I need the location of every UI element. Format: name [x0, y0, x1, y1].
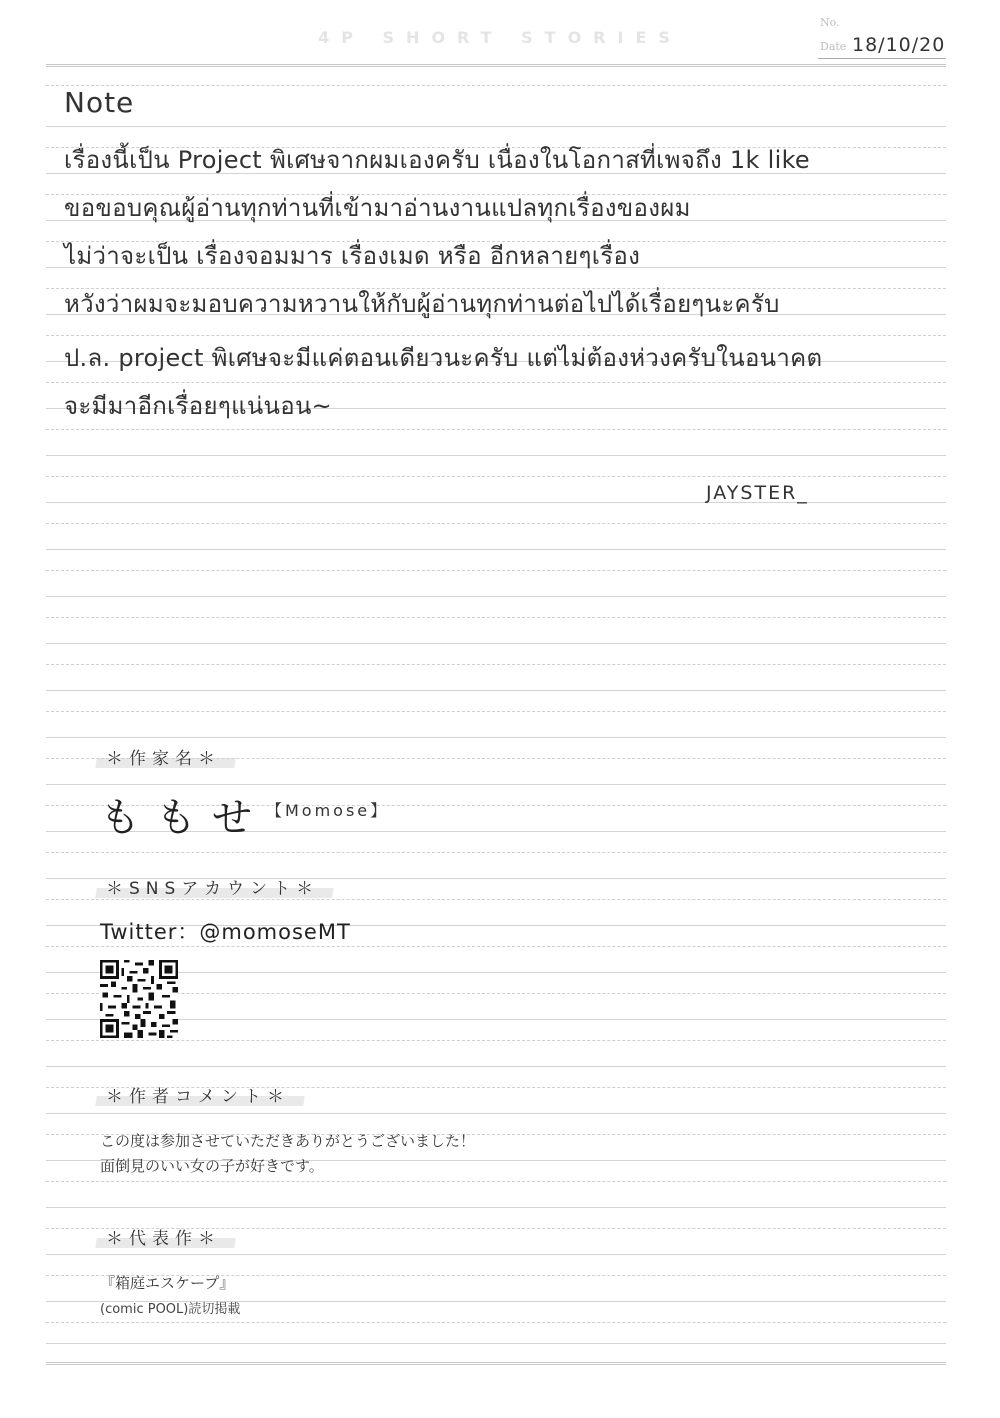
date-value: 18/10/20: [852, 34, 946, 56]
ruled-line: [46, 549, 946, 550]
ruled-line: [46, 476, 946, 477]
ruled-line: [46, 1207, 946, 1208]
author-label: ＊作家名＊: [100, 742, 227, 771]
ruled-line: [46, 784, 946, 785]
ruled-line: [46, 502, 946, 503]
ruled-line: [46, 570, 946, 571]
comment-line: この度は参加させていただきありがとうございました！: [100, 1132, 476, 1150]
author-romaji: 【Momose】: [266, 801, 390, 820]
sns-label: ＊SNSアカウント＊: [100, 872, 325, 901]
header-title: 4P SHORT STORIES: [318, 28, 682, 47]
ruled-line: [46, 972, 946, 973]
ruled-line: [46, 737, 946, 738]
works-label: ＊代表作＊: [100, 1222, 227, 1251]
ruled-line: [46, 1343, 946, 1344]
ruled-line: [46, 1181, 946, 1182]
note-line: ป.ล. project พิเศษจะมีแค่ตอนเดียวนะครับ แต่ไม่ต้องห่วงครับในอนาคต: [64, 344, 823, 372]
date-label: Date: [820, 40, 847, 53]
ruled-line: [46, 1254, 946, 1255]
work-note: (comic POOL)読切掲載: [100, 1302, 241, 1317]
comment-line: 面倒見のいい女の子が好きです。: [100, 1157, 324, 1175]
ruled-line: [46, 335, 946, 336]
ruled-line: [46, 126, 946, 127]
date-underline: [818, 58, 946, 59]
ruled-line: [46, 664, 946, 665]
qr-code-icon[interactable]: [100, 960, 178, 1038]
note-line: จะมีมาอีกเรื่อยๆแน่นอน~: [64, 392, 333, 420]
note-line: เรื่องนี้เป็น Project พิเศษจากผมเองครับ เนื่องในโอกาสที่เพจถึง 1k like: [64, 146, 810, 174]
ruled-line: [46, 711, 946, 712]
ruled-line: [46, 1040, 946, 1041]
comment-label: ＊作者コメント＊: [100, 1080, 296, 1109]
ruled-line: [46, 523, 946, 524]
note-line: หวังว่าผมจะมอบความหวานให้กับผู้อ่านทุกท่านต่อไปได้เรื่อยๆนะครับ: [64, 290, 780, 318]
ruled-line: [46, 455, 946, 456]
work-title: 『箱庭エスケープ』: [100, 1274, 235, 1292]
ruled-line: [46, 643, 946, 644]
ruled-line: [46, 429, 946, 430]
ruled-line: [46, 1362, 946, 1365]
author-name: ももせ: [100, 795, 268, 841]
ruled-line: [46, 993, 946, 994]
note-line: ขอขอบคุณผู้อ่านทุกท่านที่เข้ามาอ่านงานแปลทุกเรื่องของผม: [64, 194, 691, 222]
ruled-line: [46, 1322, 946, 1323]
ruled-line: [46, 382, 946, 383]
no-label: No.: [820, 16, 840, 29]
note-line: ไม่ว่าจะเป็น เรื่องจอมมาร เรื่องเมด หรือ อีกหลายๆเรื่อง: [64, 242, 641, 270]
ruled-line: [46, 617, 946, 618]
ruled-line: [46, 85, 946, 86]
note-title: Note: [64, 86, 135, 119]
ruled-line: [46, 690, 946, 691]
ruled-line: [46, 1113, 946, 1114]
twitter-handle[interactable]: Twitter：@momoseMT: [100, 920, 351, 944]
ruled-line: [46, 1019, 946, 1020]
ruled-line: [46, 946, 946, 947]
ruled-line: [46, 852, 946, 853]
ruled-line: [46, 596, 946, 597]
ruled-line: [46, 64, 946, 67]
ruled-line: [46, 1066, 946, 1067]
signature: JAYSTER_: [706, 482, 809, 504]
